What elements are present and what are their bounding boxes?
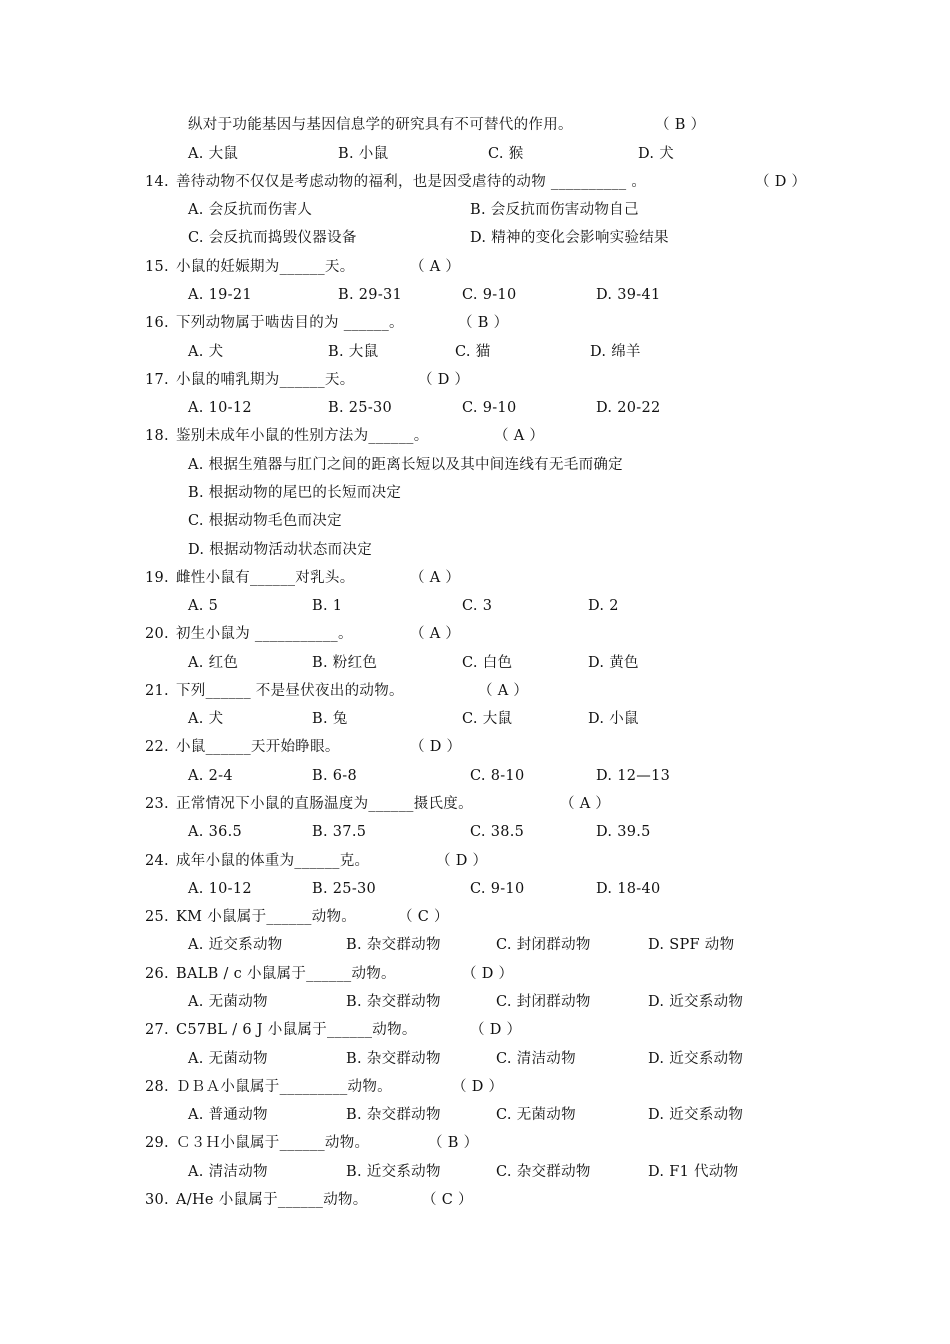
answer-option: B. 近交系动物 bbox=[346, 1164, 441, 1180]
question-number: 26. bbox=[145, 966, 169, 982]
text-line bbox=[0, 820, 950, 844]
question-line bbox=[0, 849, 950, 873]
answer-key: （ D ） bbox=[410, 739, 462, 755]
text-line bbox=[0, 594, 950, 618]
question-text: 善待动物不仅仅是考虑动物的福利，也是因受虐待的动物 __________ 。 bbox=[176, 174, 647, 190]
answer-option: D. 2 bbox=[588, 598, 619, 614]
answer-option: B. 会反抗而伤害动物自己 bbox=[470, 202, 639, 218]
question-text: 下列______ 不是昼伏夜出的动物。 bbox=[176, 683, 404, 699]
answer-key: （ A ） bbox=[494, 428, 545, 444]
answer-key: （ A ） bbox=[410, 259, 461, 275]
question-text: 正常情况下小鼠的直肠温度为______摄氏度。 bbox=[176, 796, 473, 812]
question-line bbox=[0, 255, 950, 279]
answer-option: D. 18-40 bbox=[596, 881, 661, 897]
question-number: 25. bbox=[145, 909, 169, 925]
answer-key: （ A ） bbox=[410, 626, 461, 642]
answer-key: （ B ） bbox=[655, 117, 706, 133]
question-number: 29. bbox=[145, 1135, 169, 1151]
answer-option: D. SPF 动物 bbox=[648, 937, 735, 953]
answer-option: C. 3 bbox=[462, 598, 493, 614]
answer-option: A. 普通动物 bbox=[188, 1107, 268, 1123]
question-text: 下列动物属于啮齿目的为 ______。 bbox=[176, 315, 404, 331]
answer-option: A. 近交系动物 bbox=[188, 937, 283, 953]
text-line bbox=[0, 538, 950, 562]
answer-option: C. 38.5 bbox=[470, 824, 525, 840]
answer-option: B. 杂交群动物 bbox=[346, 1051, 441, 1067]
answer-option: C. 猴 bbox=[488, 146, 524, 162]
answer-option: B. 根据动物的尾巴的长短而决定 bbox=[188, 485, 402, 501]
text-line bbox=[0, 1103, 950, 1127]
answer-option: A. 无菌动物 bbox=[188, 994, 268, 1010]
answer-option: D. F1 代动物 bbox=[648, 1164, 739, 1180]
answer-option: D. 39.5 bbox=[596, 824, 651, 840]
answer-option: B. 杂交群动物 bbox=[346, 1107, 441, 1123]
answer-option: D. 39-41 bbox=[596, 287, 661, 303]
answer-key: （ D ） bbox=[462, 966, 514, 982]
question-line bbox=[0, 679, 950, 703]
answer-option: D. 绵羊 bbox=[590, 344, 641, 360]
question-line bbox=[0, 311, 950, 335]
answer-option: A. 会反抗而伤害人 bbox=[188, 202, 313, 218]
text-line bbox=[0, 113, 950, 137]
answer-option: A. 5 bbox=[188, 598, 219, 614]
question-line bbox=[0, 1075, 950, 1099]
question-number: 17. bbox=[145, 372, 169, 388]
answer-option: D. 近交系动物 bbox=[648, 994, 744, 1010]
answer-option: B. 小鼠 bbox=[338, 146, 389, 162]
question-line bbox=[0, 170, 950, 194]
text-segment: 纵对于功能基因与基因信息学的研究具有不可替代的作用。 bbox=[188, 117, 573, 133]
question-number: 18. bbox=[145, 428, 169, 444]
answer-key: （ A ） bbox=[560, 796, 611, 812]
question-text: 小鼠______天开始睁眼。 bbox=[176, 739, 340, 755]
text-line bbox=[0, 396, 950, 420]
answer-option: A. 19-21 bbox=[188, 287, 252, 303]
answer-option: C. 无菌动物 bbox=[496, 1107, 576, 1123]
question-line bbox=[0, 962, 950, 986]
question-line bbox=[0, 424, 950, 448]
answer-option: A. 大鼠 bbox=[188, 146, 239, 162]
answer-key: （ D ） bbox=[452, 1079, 504, 1095]
answer-option: B. 兔 bbox=[312, 711, 348, 727]
answer-option: B. 6-8 bbox=[312, 768, 358, 784]
answer-key: （ A ） bbox=[410, 570, 461, 586]
text-line bbox=[0, 226, 950, 250]
question-text: 成年小鼠的体重为______克。 bbox=[176, 853, 370, 869]
answer-option: A. 2-4 bbox=[188, 768, 233, 784]
answer-option: C. 白色 bbox=[462, 655, 513, 671]
answer-option: C. 清洁动物 bbox=[496, 1051, 576, 1067]
question-number: 19. bbox=[145, 570, 169, 586]
question-text: A/He 小鼠属于______动物。 bbox=[176, 1192, 368, 1208]
question-number: 20. bbox=[145, 626, 169, 642]
text-line bbox=[0, 340, 950, 364]
answer-option: C. 大鼠 bbox=[462, 711, 513, 727]
question-number: 21. bbox=[145, 683, 169, 699]
question-number: 24. bbox=[145, 853, 169, 869]
question-text: BALB / c 小鼠属于______动物。 bbox=[176, 966, 396, 982]
answer-option: A. 根据生殖器与肛门之间的距离长短以及其中间连线有无毛而确定 bbox=[188, 457, 623, 473]
answer-option: C. 根据动物毛色而决定 bbox=[188, 513, 342, 529]
answer-option: A. 无菌动物 bbox=[188, 1051, 268, 1067]
answer-option: B. 大鼠 bbox=[328, 344, 379, 360]
answer-option: D. 犬 bbox=[638, 146, 675, 162]
answer-option: B. 杂交群动物 bbox=[346, 994, 441, 1010]
question-line bbox=[0, 566, 950, 590]
text-line bbox=[0, 990, 950, 1014]
text-line bbox=[0, 1047, 950, 1071]
answer-option: B. 25-30 bbox=[328, 400, 393, 416]
question-line bbox=[0, 792, 950, 816]
question-line bbox=[0, 368, 950, 392]
answer-option: B. 1 bbox=[312, 598, 343, 614]
question-line bbox=[0, 1131, 950, 1155]
question-line bbox=[0, 622, 950, 646]
answer-key: （ B ） bbox=[458, 315, 509, 331]
question-text: 鉴别未成年小鼠的性别方法为______。 bbox=[176, 428, 429, 444]
answer-option: C. 8-10 bbox=[470, 768, 525, 784]
text-line bbox=[0, 764, 950, 788]
answer-key: （ D ） bbox=[418, 372, 470, 388]
question-text: 雌性小鼠有______对乳头。 bbox=[176, 570, 355, 586]
answer-option: D. 黄色 bbox=[588, 655, 639, 671]
question-line bbox=[0, 735, 950, 759]
answer-option: D. 近交系动物 bbox=[648, 1107, 744, 1123]
answer-option: B. 杂交群动物 bbox=[346, 937, 441, 953]
answer-option: C. 9-10 bbox=[462, 400, 517, 416]
question-text: 小鼠的妊娠期为______天。 bbox=[176, 259, 355, 275]
answer-key: （ C ） bbox=[422, 1192, 473, 1208]
question-text: 初生小鼠为 ___________。 bbox=[176, 626, 353, 642]
answer-option: A. 10-12 bbox=[188, 400, 252, 416]
answer-option: A. 犬 bbox=[188, 344, 224, 360]
answer-option: C. 9-10 bbox=[462, 287, 517, 303]
answer-key: （ D ） bbox=[436, 853, 488, 869]
answer-option: D. 近交系动物 bbox=[648, 1051, 744, 1067]
question-text: Ｃ３Ｈ小鼠属于______动物。 bbox=[176, 1135, 370, 1151]
text-line bbox=[0, 933, 950, 957]
answer-option: C. 9-10 bbox=[470, 881, 525, 897]
question-text: 小鼠的哺乳期为______天。 bbox=[176, 372, 355, 388]
answer-option: C. 猫 bbox=[455, 344, 491, 360]
answer-key: （ C ） bbox=[398, 909, 449, 925]
text-line bbox=[0, 198, 950, 222]
text-line bbox=[0, 453, 950, 477]
question-number: 14. bbox=[145, 174, 169, 190]
answer-option: C. 会反抗而捣毁仪器设备 bbox=[188, 230, 357, 246]
answer-option: D. 20-22 bbox=[596, 400, 661, 416]
question-number: 27. bbox=[145, 1022, 169, 1038]
question-number: 15. bbox=[145, 259, 169, 275]
answer-option: C. 封闭群动物 bbox=[496, 937, 591, 953]
question-line bbox=[0, 905, 950, 929]
question-text: KM 小鼠属于______动物。 bbox=[176, 909, 357, 925]
text-line bbox=[0, 1160, 950, 1184]
answer-option: A. 36.5 bbox=[188, 824, 243, 840]
text-line bbox=[0, 509, 950, 533]
answer-option: C. 封闭群动物 bbox=[496, 994, 591, 1010]
answer-option: B. 粉红色 bbox=[312, 655, 378, 671]
question-number: 16. bbox=[145, 315, 169, 331]
answer-option: D. 根据动物活动状态而决定 bbox=[188, 542, 373, 558]
answer-option: B. 29-31 bbox=[338, 287, 403, 303]
question-number: 22. bbox=[145, 739, 169, 755]
answer-option: A. 红色 bbox=[188, 655, 239, 671]
answer-option: D. 精神的变化会影响实验结果 bbox=[470, 230, 669, 246]
text-line bbox=[0, 707, 950, 731]
answer-option: C. 杂交群动物 bbox=[496, 1164, 591, 1180]
answer-option: A. 犬 bbox=[188, 711, 224, 727]
question-number: 30. bbox=[145, 1192, 169, 1208]
text-line bbox=[0, 142, 950, 166]
question-line bbox=[0, 1018, 950, 1042]
question-number: 23. bbox=[145, 796, 169, 812]
answer-key: （ D ） bbox=[755, 174, 807, 190]
answer-option: D. 12—13 bbox=[596, 768, 671, 784]
question-text: C57BL / 6 J 小鼠属于______动物。 bbox=[176, 1022, 417, 1038]
answer-option: D. 小鼠 bbox=[588, 711, 639, 727]
text-line bbox=[0, 481, 950, 505]
question-text: ＤＢＡ小鼠属于_________动物。 bbox=[176, 1079, 392, 1095]
text-line bbox=[0, 651, 950, 675]
answer-option: A. 清洁动物 bbox=[188, 1164, 268, 1180]
answer-option: A. 10-12 bbox=[188, 881, 252, 897]
answer-key: （ A ） bbox=[478, 683, 529, 699]
answer-key: （ D ） bbox=[470, 1022, 522, 1038]
question-number: 28. bbox=[145, 1079, 169, 1095]
answer-option: B. 25-30 bbox=[312, 881, 377, 897]
answer-option: B. 37.5 bbox=[312, 824, 367, 840]
answer-key: （ B ） bbox=[428, 1135, 479, 1151]
question-line bbox=[0, 1188, 950, 1212]
text-line bbox=[0, 283, 950, 307]
text-line bbox=[0, 877, 950, 901]
